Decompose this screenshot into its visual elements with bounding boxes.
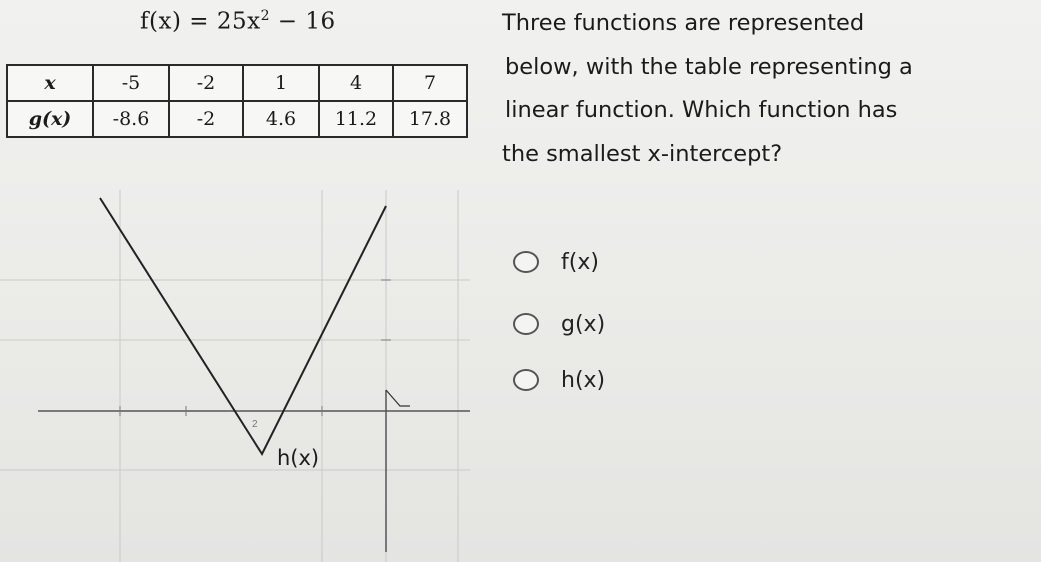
- x-cell: -5: [93, 65, 169, 101]
- h-graph: [0, 190, 470, 562]
- x-cell: 4: [319, 65, 393, 101]
- row-header-gx: g(x): [7, 101, 93, 137]
- g-cell: 17.8: [393, 101, 467, 137]
- row-header-x: x: [7, 65, 93, 101]
- g-cell: -8.6: [93, 101, 169, 137]
- option-label: g(x): [561, 311, 606, 337]
- radio-circle-icon[interactable]: [513, 251, 539, 273]
- question-line-4: the smallest x-intercept?: [502, 140, 783, 167]
- formula-exponent: 2: [260, 8, 270, 24]
- g-cell: -2: [169, 101, 243, 137]
- formula-lhs: f(x) = 25x: [140, 8, 261, 35]
- option-h[interactable]: [505, 360, 705, 400]
- x-cell: 1: [243, 65, 319, 101]
- grid-lines: [0, 190, 470, 562]
- x-cell: -2: [169, 65, 243, 101]
- option-label: f(x): [561, 249, 599, 275]
- function-g-table: [6, 64, 468, 138]
- h-curve: [100, 198, 386, 454]
- radio-circle-icon[interactable]: [513, 313, 539, 335]
- option-label: h(x): [561, 367, 606, 393]
- table-row-g: [7, 101, 467, 137]
- g-cell: 4.6: [243, 101, 319, 137]
- vertex-marker: [386, 390, 410, 406]
- tick-label: 2: [252, 419, 258, 430]
- formula-rhs: − 16: [269, 8, 336, 35]
- radio-circle-icon[interactable]: [513, 369, 539, 391]
- g-cell: 11.2: [319, 101, 393, 137]
- table-row-x: [7, 65, 467, 101]
- question-text: [502, 2, 942, 176]
- x-cell: 7: [393, 65, 467, 101]
- question-line-1: Three functions are represented: [502, 10, 865, 36]
- graph-label-h: h(x): [277, 446, 320, 470]
- option-g[interactable]: [505, 304, 705, 344]
- question-line-2: below, with the table representing a: [505, 53, 913, 80]
- axis-ticks: [120, 280, 391, 416]
- question-line-3: linear function. Which function has: [505, 97, 898, 123]
- option-f[interactable]: [505, 242, 705, 282]
- function-f-formula: [140, 8, 336, 35]
